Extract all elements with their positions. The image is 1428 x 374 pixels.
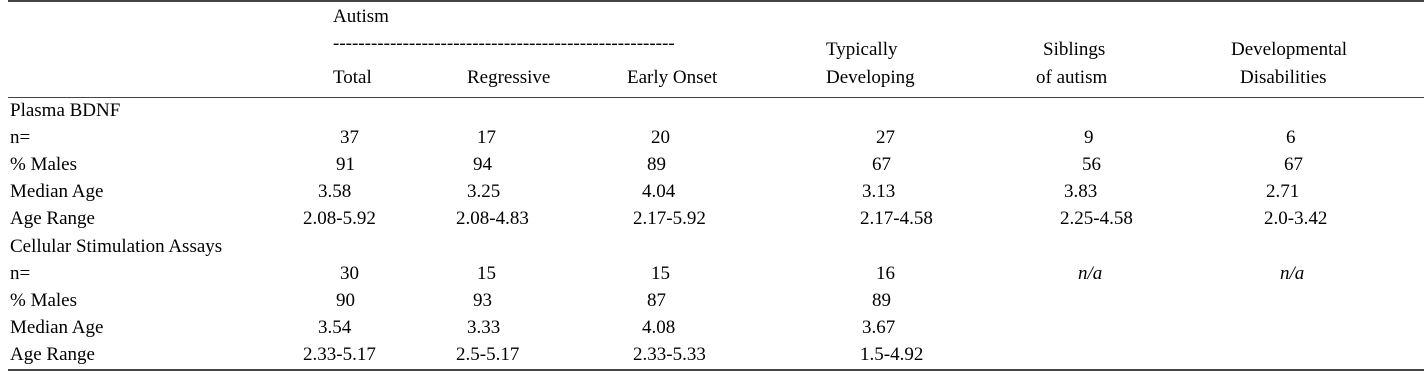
table-cell: 2.33-5.17 bbox=[303, 344, 376, 365]
table-cell: 89 bbox=[647, 154, 666, 175]
table-cell: 3.33 bbox=[467, 317, 501, 338]
top-rule bbox=[8, 0, 1424, 2]
table-cell: 2.17-4.58 bbox=[860, 208, 933, 229]
row-label: % Males bbox=[10, 154, 78, 175]
header-early-onset: Early Onset bbox=[627, 67, 718, 88]
table-cell: 15 bbox=[651, 263, 670, 284]
table-cell: 37 bbox=[340, 127, 359, 148]
table-cell: 87 bbox=[647, 290, 666, 311]
table-cell: 2.17-5.92 bbox=[633, 208, 706, 229]
table-cell: 91 bbox=[336, 154, 355, 175]
table-cell: 3.83 bbox=[1064, 181, 1098, 202]
table-cell: 2.5-5.17 bbox=[456, 344, 520, 365]
row-label: n= bbox=[10, 263, 31, 284]
table-cell: 2.08-5.92 bbox=[303, 208, 376, 229]
table-cell: n/a bbox=[1280, 263, 1305, 284]
header-devdis-line2: Disabilities bbox=[1240, 67, 1327, 88]
table-cell: 3.58 bbox=[318, 181, 352, 202]
table-cell: 2.0-3.42 bbox=[1264, 208, 1328, 229]
row-label: % Males bbox=[10, 290, 78, 311]
table-cell: 67 bbox=[872, 154, 891, 175]
table-cell: 89 bbox=[872, 290, 891, 311]
table-cell: 6 bbox=[1286, 127, 1296, 148]
header-regressive: Regressive bbox=[467, 67, 551, 88]
table-cell: 20 bbox=[651, 127, 670, 148]
header-siblings-line1: Siblings bbox=[1043, 39, 1106, 60]
bottom-rule bbox=[8, 369, 1424, 371]
table-cell: 67 bbox=[1284, 154, 1303, 175]
table-cell: 1.5-4.92 bbox=[860, 344, 924, 365]
table-cell: 27 bbox=[876, 127, 895, 148]
row-label: n= bbox=[10, 127, 31, 148]
table-cell: 3.25 bbox=[467, 181, 501, 202]
header-autism-group: Autism bbox=[333, 6, 389, 27]
row-label: Age Range bbox=[10, 344, 95, 365]
section-title: Cellular Stimulation Assays bbox=[10, 236, 223, 257]
table-cell: 17 bbox=[477, 127, 496, 148]
header-devdis-line1: Developmental bbox=[1231, 39, 1348, 60]
header-rule bbox=[8, 97, 1424, 98]
table-cell: 94 bbox=[473, 154, 492, 175]
table-cell: 4.04 bbox=[642, 181, 676, 202]
header-autism-divider: ------------------------------------------------------ bbox=[333, 33, 675, 54]
row-label: Median Age bbox=[10, 181, 104, 202]
table-cell: 2.33-5.33 bbox=[633, 344, 706, 365]
section-title: Plasma BDNF bbox=[10, 100, 121, 121]
table-cell: 9 bbox=[1084, 127, 1094, 148]
table-cell: n/a bbox=[1078, 263, 1103, 284]
table-cell: 3.67 bbox=[862, 317, 896, 338]
table-cell: 93 bbox=[473, 290, 492, 311]
header-typically-line2: Developing bbox=[826, 67, 915, 88]
table-cell: 3.54 bbox=[318, 317, 352, 338]
row-label: Median Age bbox=[10, 317, 104, 338]
row-label: Age Range bbox=[10, 208, 95, 229]
table-cell: 90 bbox=[336, 290, 355, 311]
table-cell: 2.71 bbox=[1266, 181, 1300, 202]
table-cell: 3.13 bbox=[862, 181, 896, 202]
header-typically-line1: Typically bbox=[826, 39, 898, 60]
header-total: Total bbox=[333, 67, 372, 88]
table-cell: 2.25-4.58 bbox=[1060, 208, 1133, 229]
table-cell: 15 bbox=[477, 263, 496, 284]
header-siblings-line2: of autism bbox=[1036, 67, 1108, 88]
table-cell: 56 bbox=[1082, 154, 1101, 175]
table-cell: 16 bbox=[876, 263, 895, 284]
table-cell: 2.08-4.83 bbox=[456, 208, 529, 229]
table-cell: 4.08 bbox=[642, 317, 676, 338]
table-cell: 30 bbox=[340, 263, 359, 284]
